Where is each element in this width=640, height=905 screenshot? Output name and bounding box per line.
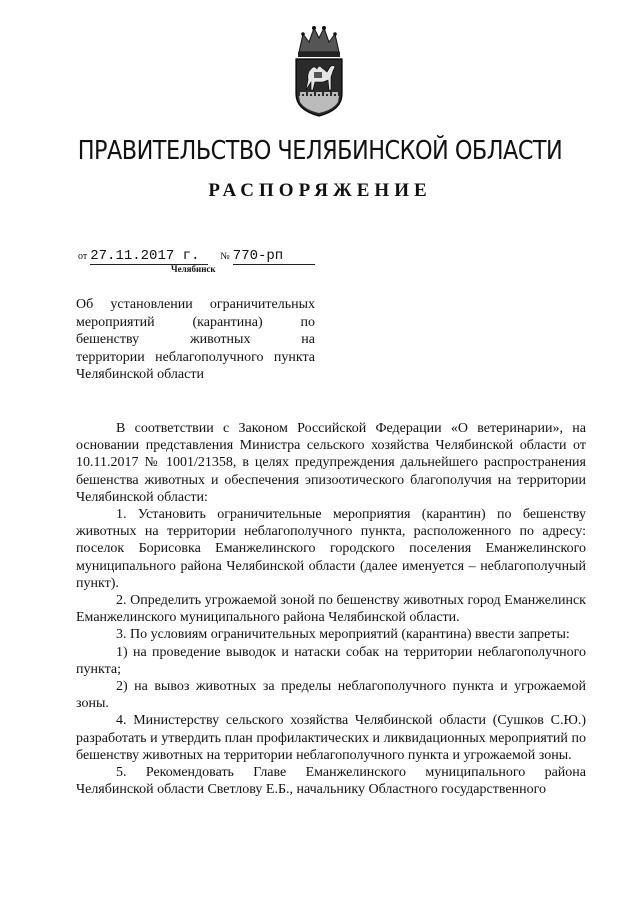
body-paragraph: 3. По условиям ограничительных мероприятий (карантина) ввести запреты: xyxy=(116,627,570,643)
date-prefix: от xyxy=(78,251,88,262)
document-date: 27.11.2017 г. xyxy=(90,248,208,265)
document-subject xyxy=(76,296,315,384)
body-paragraph: 4. Министерству сельского хозяйства Челябинской области (Сушков С.Ю.) разработать и утвердить план профилактических и ликвидационных мероприятий по бешенству животных на территории неблагополучного пункта и угрожаемой зоны. xyxy=(76,713,586,763)
document-number: 770-рп xyxy=(233,248,315,265)
chelyabinsk-coat-of-arms-icon xyxy=(289,22,349,118)
number-prefix: № xyxy=(220,251,230,262)
subject-line: мероприятий (карантина) по xyxy=(76,314,315,330)
city-label: Челябинск xyxy=(171,264,216,274)
document-meta xyxy=(78,248,315,265)
body-paragraph: 2. Определить угрожаемой зоной по бешенству животных город Еманжелинск Еманжелинского муниципального района Челябинской области. xyxy=(76,593,586,626)
government-title: ПРАВИТЕЛЬСТВО ЧЕЛЯБИНСКОЙ ОБЛАСТИ xyxy=(77,136,563,166)
document-type: РАСПОРЯЖЕНИЕ xyxy=(208,180,432,201)
subject-line: бешенству животных на xyxy=(76,332,315,347)
subject-line: Челябинской области xyxy=(76,367,204,382)
body-paragraph: 2) на вывоз животных за пределы неблагополучного пункта и угрожаемой зоны. xyxy=(76,679,586,712)
body-paragraph: 1. Установить ограничительные мероприятия (карантин) по бешенству животных на территории неблагополучного пункта, расположенного по адресу: поселок Борисовка Еманжелинского городского поселения Еманжелинского муниципального района Челябинской области (далее именуется – неблагополучный пункт). xyxy=(76,507,586,591)
body-paragraph: В соответствии с Законом Российской Федерации «О ветеринарии», на основании представления Министра сельского хозяйства Челябинской области от 10.11.2017 № 1001/21358, в целях предупреждения дальнейшего распространения бешенства животных и обеспечения эпизоотического благополучия на территории Челябинской области: xyxy=(76,421,586,505)
body-paragraph: 5. Рекомендовать Главе Еманжелинского муниципального района Челябинской области Светлову Е.Б., начальнику Областного государственного xyxy=(76,765,586,798)
document-body xyxy=(76,420,586,798)
subject-line: Об установлении ограничительных xyxy=(76,297,315,312)
subject-line: территории неблагополучного пункта xyxy=(76,349,315,365)
body-paragraph: 1) на проведение выводок и натаски собак на территории неблагополучного пункта; xyxy=(76,644,586,677)
